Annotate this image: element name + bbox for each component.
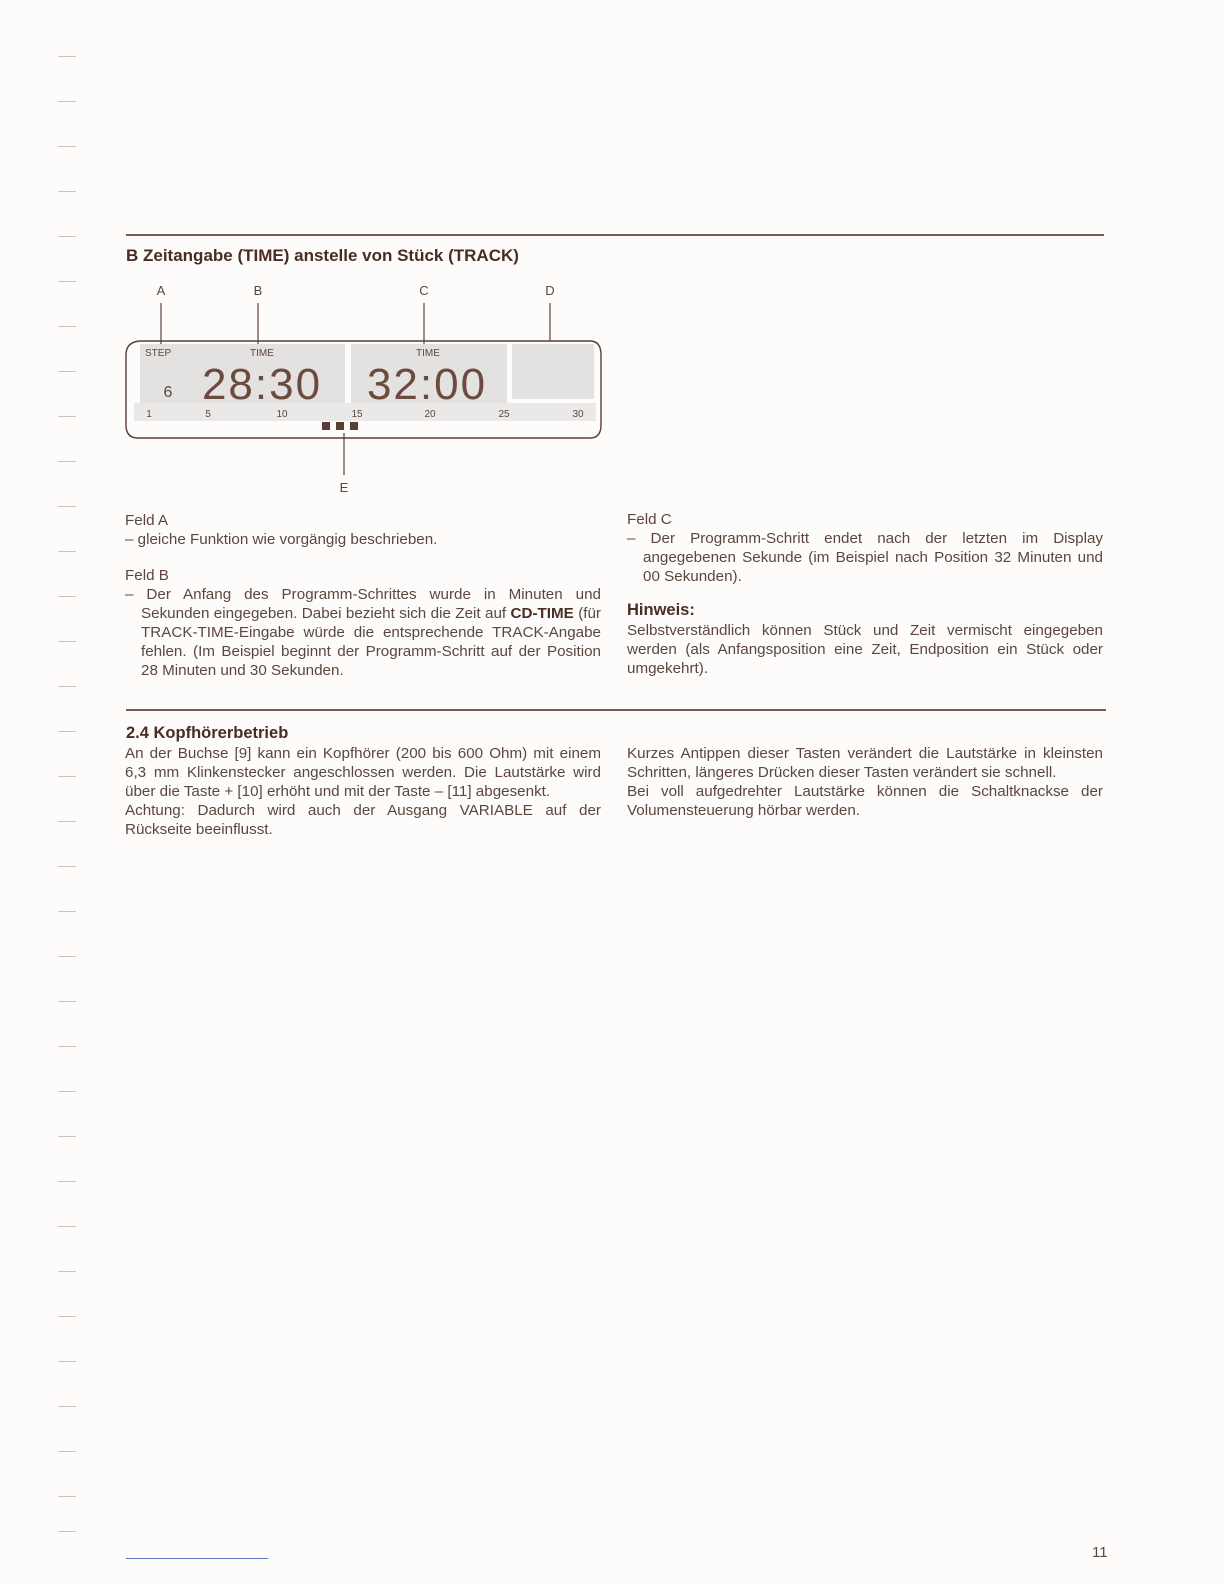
callout-c: C xyxy=(419,283,429,298)
feld-a-title: Feld A xyxy=(125,512,169,529)
section-24-rule xyxy=(126,709,1106,711)
callout-e: E xyxy=(339,480,349,495)
lcd-panel-extra xyxy=(512,344,594,399)
callout-a: A xyxy=(156,283,166,298)
section-b-rule xyxy=(126,234,1104,236)
left-column xyxy=(125,511,601,680)
margin-ticks xyxy=(58,50,76,1550)
step-value: 6 xyxy=(163,384,173,401)
scale-5: 5 xyxy=(205,409,211,420)
hinweis-title: Hinweis: xyxy=(627,601,695,619)
time-label-left: TIME xyxy=(250,348,274,359)
time-right-readout: 32:00 xyxy=(366,360,488,409)
footnote-line xyxy=(126,1558,268,1559)
section-b-title: B Zeitangabe (TIME) anstelle von Stück (TRACK) xyxy=(126,246,519,265)
section-24-left xyxy=(125,744,601,839)
scale-1: 1 xyxy=(146,409,152,420)
progress-blocks xyxy=(322,422,358,430)
scale-30: 30 xyxy=(572,409,584,420)
section-24-title: 2.4 Kopfhörerbetrieb xyxy=(126,724,289,742)
hinweis-text: Selbstverständlich können Stück und Zeit vermischt eingegeben werden (als Anfangsposition eine Zeit, Endposition ein Stück oder umgekehrt). xyxy=(627,622,1103,677)
volume-tap-text: Kurzes Antippen dieser Tasten verändert die Lautstärke in kleinsten Schritten, längeres Drücken dieser Tasten verändert sie schnell. xyxy=(627,745,1103,781)
feld-c-text: – Der Programm-Schritt endet nach der letzten im Display angegebenen Sekunde (im Beispiel nach Position 32 Minuten und 00 Sekunden). xyxy=(627,530,1103,585)
page-number: 11 xyxy=(1092,1544,1108,1561)
cd-time-term: CD-TIME xyxy=(510,605,574,622)
feld-c-title: Feld C xyxy=(627,511,672,528)
scale-20: 20 xyxy=(424,409,436,420)
headphone-connection-text: An der Buchse [9] kann ein Kopfhörer (200 bis 600 Ohm) mit einem 6,3 mm Klinkenstecker angeschlossen werden. Die Lautstärke wird über die Taste + [10] erhöht und mit der Taste – [11] abgesenkt. xyxy=(125,745,601,800)
scale-25: 25 xyxy=(498,409,510,420)
volume-click-text: Bei voll aufgedrehter Lautstärke können die Schaltknackse der Volumensteuerung hörbar werden. xyxy=(627,783,1103,819)
display-diagram xyxy=(120,275,610,500)
callout-b: B xyxy=(253,283,263,298)
section-24-right xyxy=(627,744,1103,820)
feld-b-title: Feld B xyxy=(125,567,169,584)
display-figure xyxy=(120,275,610,500)
right-column xyxy=(627,510,1103,678)
scale-15: 15 xyxy=(351,409,363,420)
time-label-right: TIME xyxy=(416,348,440,359)
step-label: STEP xyxy=(145,348,172,359)
time-left-readout: 28:30 xyxy=(201,360,323,409)
attention-text: Achtung: Dadurch wird auch der Ausgang VARIABLE auf der Rückseite beeinflusst. xyxy=(125,802,601,838)
callout-d: D xyxy=(545,283,555,298)
feld-b-text: – Der Anfang des Programm-Schrittes wurde in Minuten und Sekunden eingegeben. Dabei bezieht sich die Zeit auf CD-TIME (für TRACK-TIME-Eingabe würde die entsprechende TRACK-Angabe fehlen. (Im Beispiel beginnt der Programm-Schritt auf der Position 28 Minuten und 30 Sekunden. xyxy=(125,586,601,679)
feld-a-text: – gleiche Funktion wie vorgängig beschrieben. xyxy=(125,531,438,548)
scale-10: 10 xyxy=(276,409,288,420)
